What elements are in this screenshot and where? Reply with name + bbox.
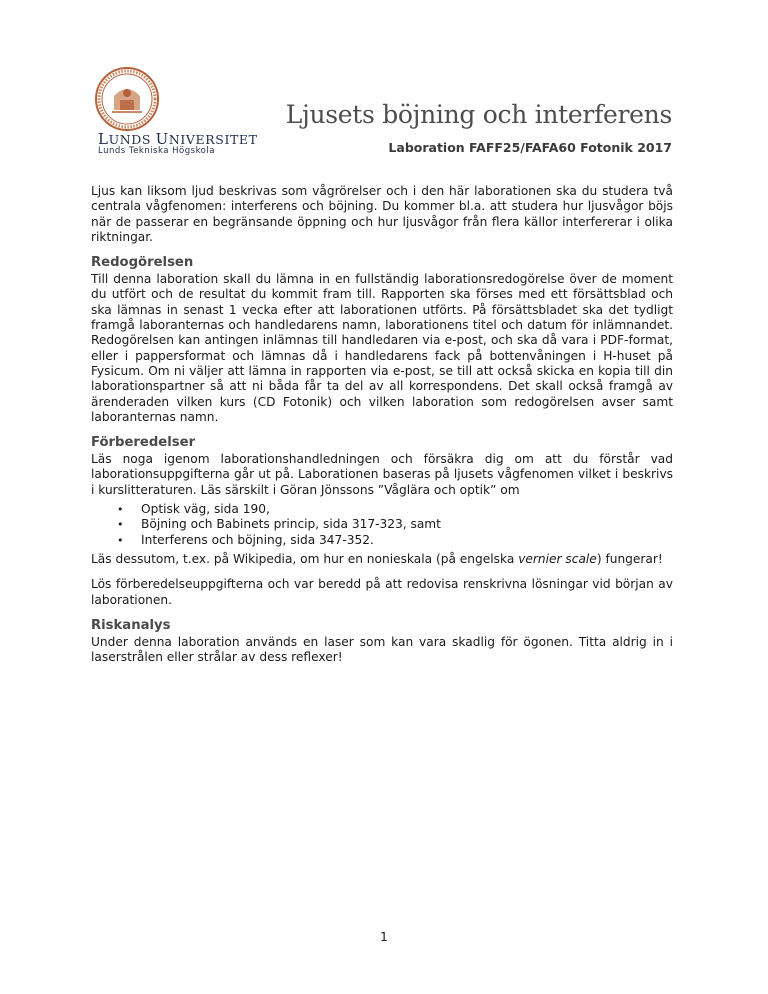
list-item: • Optisk väg, sida 190, [141,502,673,517]
preparation-paragraph: Lös förberedelseuppgifterna och var beredd på att redovisa renskrivna lösningar vid början av laborationen. [91,577,673,607]
redogorelsen-paragraph: Till denna laboration skall du lämna in en fullständig laborationsredogörelse över de moment du utfört och de resultat du kommit fram till. Rapporten ska förses med ett försättsblad och ska lämnas in senast 1 vecka efter att laborationen utförts. På försättsbladet ska det tydligt framgå laboranternas och handledarens namn, laborationens titel och datum för inlämnandet. Redogörelsen kan antingen inlämnas till handledaren via e-post, och ska då vara i PDF-format, eller i pappersformat och lämnas då i handledarens fack på bottenvåningen i H-huset på Fysicum. Om ni väljer att lämna in rapporten via e-post, se till att också skicka en kopia till din laborationspartner så att ni båda får ta del av all korrespondens. Det skall också framgå av ärenderaden vilken kurs (CD Fotonik) och vilken laboration som redogörelsen avser samt laboranternas namn. [91,272,673,424]
page-number: 1 [380,930,388,944]
document-subtitle: Laboration FAFF25/FAFA60 Fotonik 2017 [388,140,672,155]
forberedelser-paragraph: Läs noga igenom laborationshandledningen och försäkra dig om att du förstår vad laborationsuppgifterna går ut på. Laborationen baseras på ljusets vågfenomen vilket i beskrivs i kurslitteraturen. Läs särskilt i Göran Jönssons ”Våglära och optik” om [91,452,673,497]
riskanalys-paragraph: Under denna laboration används en laser som kan vara skadlig för ögonen. Titta aldrig in i laserstrålen eller strålar av dess reflexer! [91,634,673,665]
document-title: Ljusets böjning och interferens [285,100,672,129]
list-item: • Interferens och böjning, sida 347-352. [141,533,673,548]
section-heading-riskanalys: Riskanalys [91,617,171,633]
university-subtitle: Lunds Tekniska Högskola [98,146,215,156]
document-header [0,0,768,170]
vernier-paragraph: Läs dessutom, t.ex. på Wikipedia, om hur en nonieskala (på engelska vernier scale) fungerar! [91,551,663,566]
university-name: LUNDS UNIVERSITET [98,130,258,148]
university-seal-logo [94,66,160,132]
reading-list [91,502,673,548]
intro-paragraph: Ljus kan liksom ljud beskrivas som vågrörelser och i den här laborationen ska du studera två centrala vågfenomen: interferens och böjning. Du kommer bl.a. att studera hur ljusvågor böjs när de passerar en begränsande öppning och hur ljusvågor från flera källor interfererar i olika riktningar. [91,184,673,244]
section-heading-redogorelsen: Redogörelsen [91,255,194,271]
list-item: • Böjning och Babinets princip, sida 317-323, samt [141,517,673,532]
section-heading-forberedelser: Förberedelser [91,435,196,451]
document-body [91,184,673,675]
